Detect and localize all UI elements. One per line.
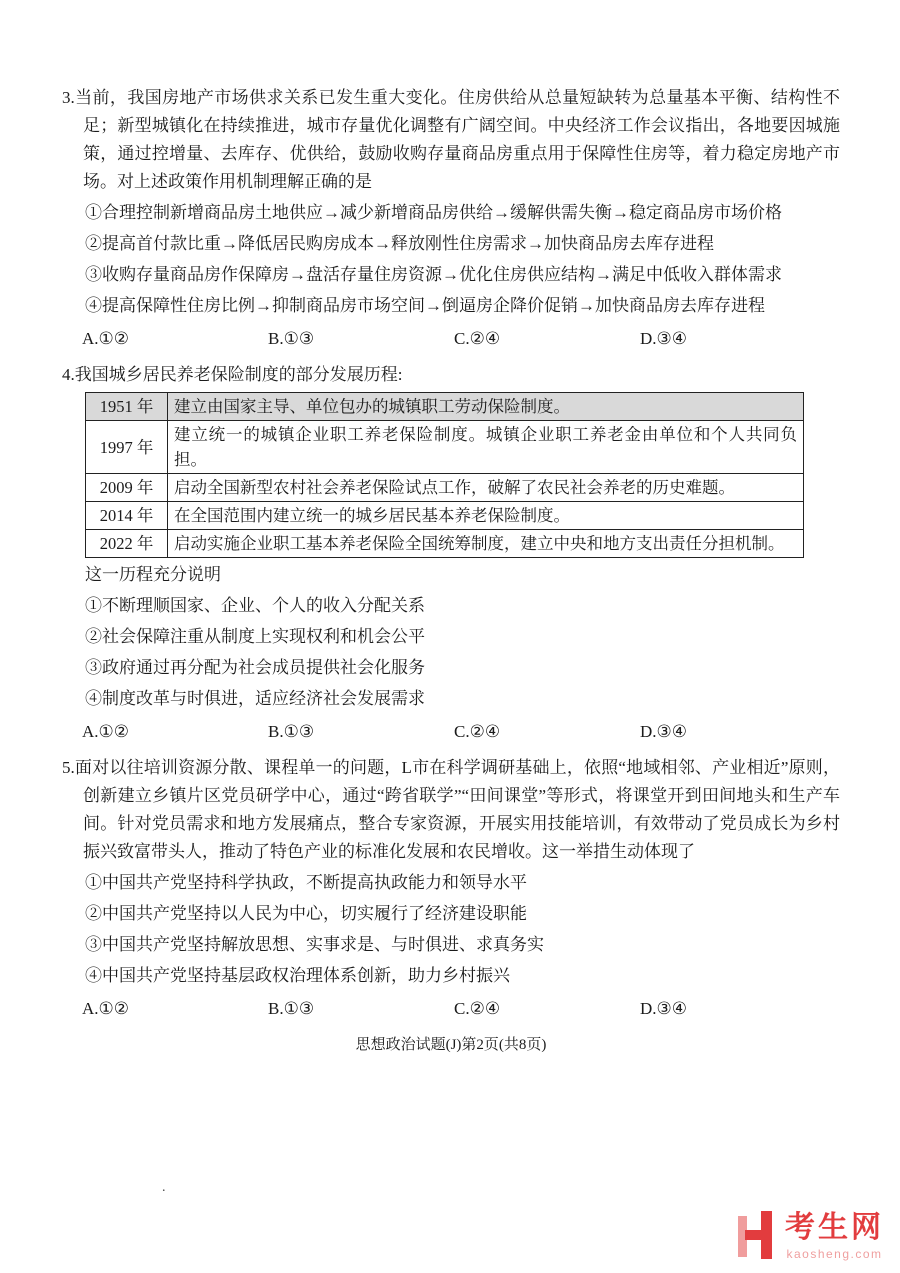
- answer-choice-c: C.②④: [454, 329, 501, 348]
- answer-choice-c: C.②④: [454, 999, 501, 1018]
- question-3-option-2: ②提高首付款比重→降低居民购房成本→释放刚性住房需求→加快商品房去库存进程: [85, 234, 714, 253]
- question-5: [62, 754, 840, 1023]
- question-number: 5.: [62, 758, 75, 777]
- question-number: 3.: [62, 88, 75, 107]
- question-3: [62, 84, 840, 353]
- table-cell-year: 1997 年: [86, 421, 168, 474]
- question-intro-text: 我国城乡居民养老保险制度的部分发展历程:: [74, 365, 403, 384]
- question-3-answer-row: [82, 325, 840, 353]
- question-4-option-4: ④制度改革与时俱进，适应经济社会发展需求: [85, 689, 425, 708]
- answer-choice-b: B.①③: [268, 999, 315, 1018]
- table-row: [86, 393, 804, 421]
- table-cell-text: 建立统一的城镇企业职工养老保险制度。城镇企业职工养老金由单位和个人共同负担。: [168, 421, 804, 474]
- question-3-stem: [62, 84, 840, 196]
- table-row: [86, 474, 804, 502]
- answer-choice-a: A.①②: [82, 722, 130, 741]
- answer-choice-b: B.①③: [268, 722, 315, 741]
- question-4-intro: [62, 361, 840, 389]
- table-row: [86, 502, 804, 530]
- question-stem-text: 面对以往培训资源分散、课程单一的问题，L市在科学调研基础上，依照“地域相邻、产业相近”原则，创新建立乡镇片区党员研学中心，通过“跨省联学”“田间课堂”等形式，将课堂开到田间地头和生产车间。针对党员需求和地方发展痛点，整合专家资源，开展实用技能培训，有效带动了党员成长为乡村振兴致富带头人，推动了特色产业的标准化发展和农民增收。这一举措生动体现了: [74, 758, 840, 861]
- table-cell-text: 启动全国新型农村社会养老保险试点工作，破解了农民社会养老的历史难题。: [168, 474, 804, 502]
- question-number: 4.: [62, 365, 75, 384]
- table-cell-text: 建立由国家主导、单位包办的城镇职工劳动保险制度。: [168, 393, 804, 421]
- table-row: [86, 421, 804, 474]
- question-4-option-2: ②社会保障注重从制度上实现权利和机会公平: [85, 627, 425, 646]
- page-footer: 思想政治试题(J)第2页(共8页): [355, 1037, 547, 1053]
- kaosheng-logo-text: [785, 1211, 884, 1261]
- answer-choice-b: B.①③: [268, 329, 315, 348]
- question-3-option-4: ④提高保障性住房比例→抑制商品房市场空间→倒逼房企降价促销→加快商品房去库存进程: [85, 296, 765, 315]
- question-5-option-4: ④中国共产党坚持基层政权治理体系创新，助力乡村振兴: [85, 966, 510, 985]
- question-4-option-1: ①不断理顺国家、企业、个人的收入分配关系: [85, 596, 425, 615]
- question-3-option-1: ①合理控制新增商品房土地供应→减少新增商品房供给→缓解供需失衡→稳定商品房市场价格: [85, 203, 782, 222]
- answer-choice-a: A.①②: [82, 999, 130, 1018]
- table-cell-year: 1951 年: [86, 393, 168, 421]
- table-cell-text: 在全国范围内建立统一的城乡居民基本养老保险制度。: [168, 502, 804, 530]
- logo-site-domain: kaosheng.com: [786, 1247, 883, 1261]
- page-content: [62, 84, 840, 1059]
- question-4-option-3: ③政府通过再分配为社会成员提供社会化服务: [85, 658, 425, 677]
- kaosheng-logo-icon: [738, 1211, 778, 1259]
- pension-history-table: [85, 392, 804, 558]
- question-5-stem: [62, 754, 840, 866]
- question-4: [62, 361, 840, 746]
- question-5-option-2: ②中国共产党坚持以人民为中心，切实履行了经济建设职能: [85, 904, 527, 923]
- table-cell-year: 2009 年: [86, 474, 168, 502]
- answer-choice-d: D.③④: [640, 722, 688, 741]
- question-5-answer-row: [82, 995, 840, 1023]
- table-cell-year: 2014 年: [86, 502, 168, 530]
- question-5-option-3: ③中国共产党坚持解放思想、实事求是、与时俱进、求真务实: [85, 935, 544, 954]
- kaosheng-watermark: [738, 1211, 884, 1261]
- question-5-option-1: ①中国共产党坚持科学执政，不断提高执政能力和领导水平: [85, 873, 527, 892]
- table-cell-text: 启动实施企业职工基本养老保险全国统筹制度，建立中央和地方支出责任分担机制。: [168, 530, 804, 558]
- question-stem-text: 当前，我国房地产市场供求关系已发生重大变化。住房供给从总量短缺转为总量基本平衡、结构性不足；新型城镇化在持续推进，城市存量优化调整有广阔空间。中央经济工作会议指出，各地要因城施策，通过控增量、去库存、优供给，鼓励收购存量商品房重点用于保障性住房等，着力稳定房地产市场。对上述政策作用机制理解正确的是: [74, 88, 840, 191]
- answer-choice-d: D.③④: [640, 999, 688, 1018]
- question-3-option-3: ③收购存量商品房作保障房→盘活存量住房资源→优化住房供应结构→满足中低收入群体需求: [85, 265, 782, 284]
- stray-mark: .: [162, 1180, 166, 1195]
- logo-bar-right: [761, 1211, 772, 1259]
- logo-site-name: 考生网: [785, 1211, 884, 1244]
- answer-choice-c: C.②④: [454, 722, 501, 741]
- table-cell-year: 2022 年: [86, 530, 168, 558]
- question-4-answer-row: [82, 718, 840, 746]
- answer-choice-d: D.③④: [640, 329, 688, 348]
- table-row: [86, 530, 804, 558]
- answer-choice-a: A.①②: [82, 329, 130, 348]
- question-4-lead: 这一历程充分说明: [85, 565, 221, 584]
